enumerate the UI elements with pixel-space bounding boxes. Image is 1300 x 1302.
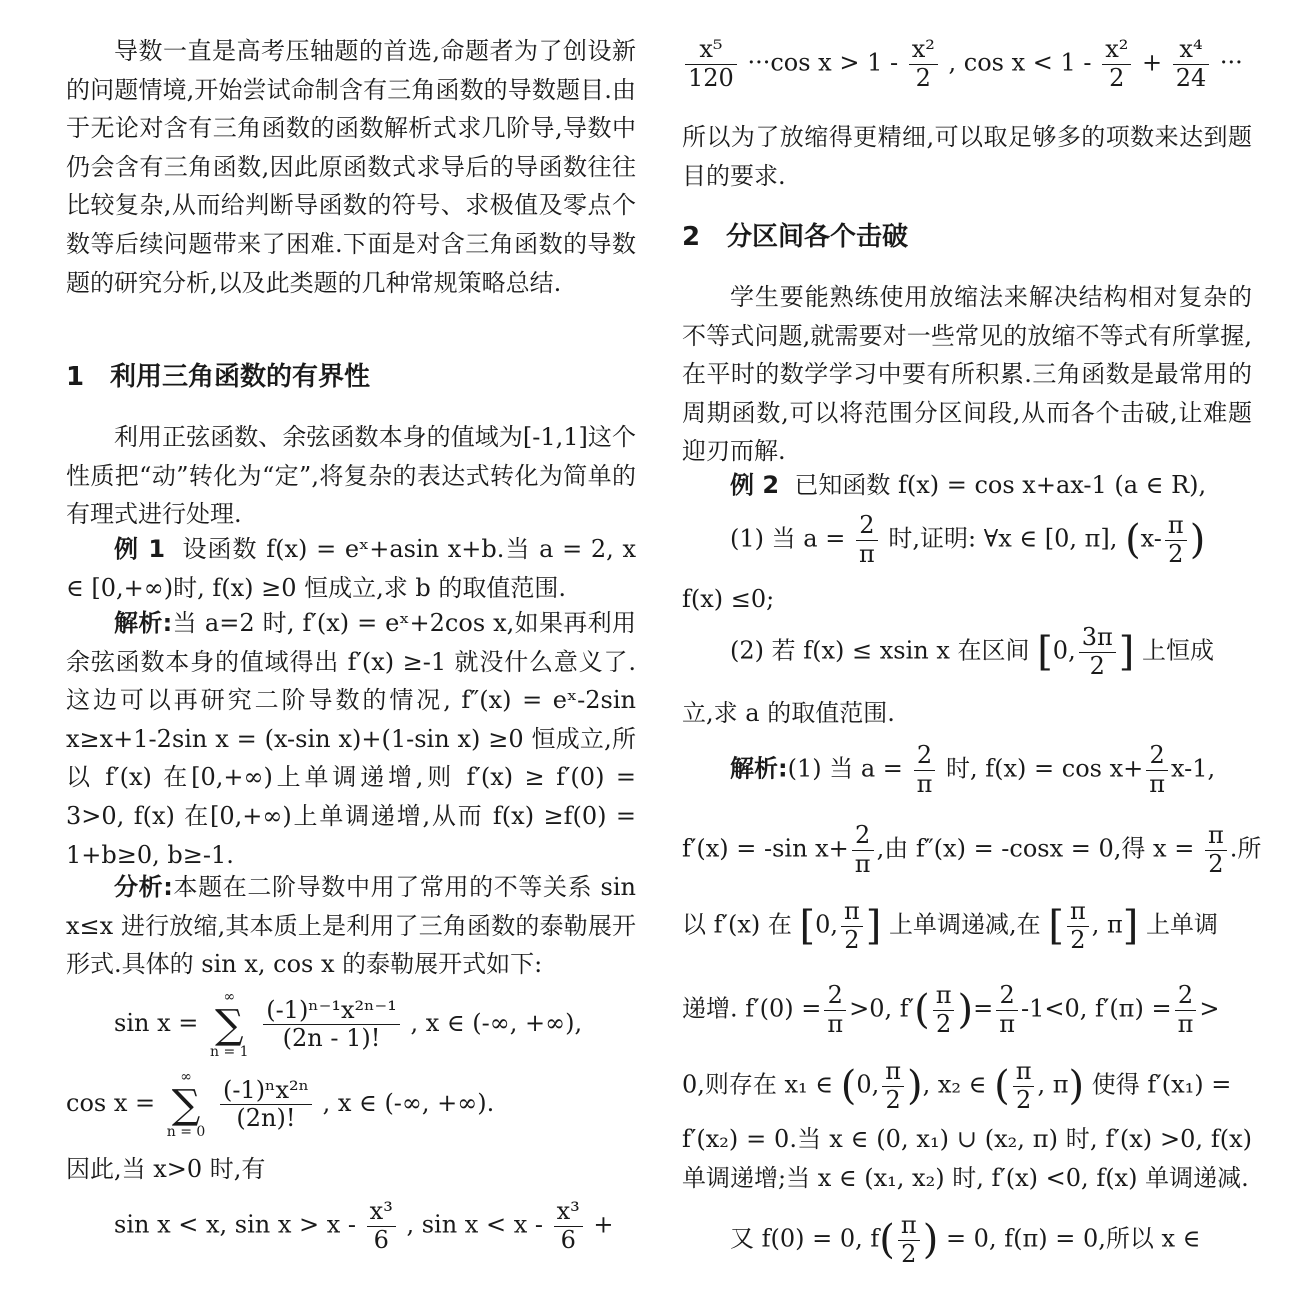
cont-f3-num: x² (1102, 36, 1131, 65)
ineq-f1-num: x³ (367, 1198, 396, 1227)
right-bracket-icon: ] (1118, 629, 1135, 676)
sol2-l4-mid1: >0, f′ (849, 994, 915, 1023)
section-2-title: 分区间各个击破 (726, 222, 909, 252)
sol2-l3-int2-num: π (1067, 898, 1089, 927)
sol2-l3-int1-num: π (841, 898, 863, 927)
cos-series-equation (66, 1070, 494, 1139)
solution-2-line-3 (682, 898, 1218, 954)
section-2-body: 学生要能熟练使用放缩法来解决结构相对复杂的不等式问题,就需要对一些常见的放缩不等式有所掌握,在平时的数学学习中要有所积累.三角函数是最常用的周期函数,可以将范围分区间段,从而各个击破,让难题迎刃而解. (682, 283, 1252, 466)
example-2 (682, 466, 1252, 505)
cont-f1-num: x⁵ (685, 36, 737, 65)
sol2-l4-f3-den: π (999, 1009, 1015, 1038)
q2-fraction (1079, 624, 1116, 680)
sol2-l4-post: > (1199, 994, 1220, 1023)
sol2-l4-fraction-4 (1175, 982, 1197, 1038)
ineq-fraction-1 (367, 1198, 396, 1254)
cont-f4-num: x⁴ (1173, 36, 1210, 65)
sol2-l3-int1-fraction (841, 898, 863, 954)
after-series-paragraph: 所以为了放缩得更精细,可以取足够多的项数来达到题目的要求. (682, 123, 1252, 190)
intro-paragraph: 导数一直是高考压轴题的首选,命题者为了创设新的问题情境,开始尝试命制含有三角函数的导数题目.由于无论对含有三角函数的函数解析式求几阶导,导数中仍会含有三角函数,因此原函数式求导后的导函数往往比较复杂,从而给判断导函数的符号、求极值及零点个数等后续问题带来了困难.下面是对含三角函数的导数题的研究分析,以及此类题的几种常规策略总结. (66, 37, 636, 297)
q1-paren-den: 2 (1168, 539, 1184, 568)
sin-series-denominator: (2n - 1)! (282, 1024, 381, 1053)
inequality-line (114, 1198, 614, 1254)
cos-series-numerator: (-1)ⁿx²ⁿ (220, 1077, 312, 1106)
cos-series-denominator: (2n)! (236, 1104, 296, 1133)
left-bracket-icon: [ (1037, 629, 1053, 676)
right-paren-icon: ) (957, 987, 974, 1034)
sin-series-numerator: (-1)ⁿ⁻¹x²ⁿ⁻¹ (263, 997, 400, 1026)
therefore-line: 因此,当 x>0 时,有 (66, 1155, 266, 1183)
left-paren-icon: ( (994, 1063, 1010, 1110)
sol2-l3-post: 上单调 (1146, 910, 1218, 939)
sol2-l1-mid: 时, f(x) = cos x+ (945, 754, 1144, 783)
sin-series-equation (114, 990, 582, 1059)
q2-post: 上恒成 (1142, 636, 1214, 665)
sin-series-lhs: sin x = (114, 1009, 199, 1038)
sol2-l7-fraction (898, 1212, 920, 1268)
sol2-l5-i1-fraction (882, 1058, 904, 1114)
cont-part-2: , cos x < 1 - (948, 48, 1092, 77)
example-1-text: 设函数 f(x) = eˣ+asin x+b.当 a = 2, x ∈ [0,+∞)时, f(x) ≥0 恒成立,求 b 的取值范围. (66, 535, 637, 602)
q2-pre: (2) 若 f(x) ≤ xsin x 在区间 (730, 636, 1030, 665)
cont-part-4: ··· (1219, 48, 1243, 77)
ineq-f1-den: 6 (373, 1225, 389, 1254)
sigma-symbol-icon: ∑ (215, 1001, 244, 1048)
sol2-l2-fraction-1 (852, 822, 874, 878)
sol2-l5-i2-right: , π (1037, 1070, 1069, 1099)
ineq-f2-num: x³ (554, 1198, 583, 1227)
section-2-number: 2 (682, 222, 701, 252)
q1-tail: f(x) ≤0; (682, 585, 775, 613)
sol2-l2-f1-num: 2 (852, 822, 874, 851)
sol2-l7-pre: 又 f(0) = 0, f (730, 1224, 880, 1253)
q1-frac-num: 2 (856, 512, 878, 541)
sol2-l4-fraction-2 (933, 982, 955, 1038)
sol2-l1-f1-num: 2 (914, 742, 936, 771)
analysis-label: 分析: (114, 873, 173, 901)
cos-series-domain: , x ∈ (-∞, +∞). (322, 1089, 495, 1118)
sol2-l5-i1-den: 2 (885, 1085, 901, 1114)
solution-2-line-4 (682, 982, 1219, 1038)
sol2-l2-fraction-2 (1205, 822, 1227, 878)
q1-paren-num: π (1165, 512, 1187, 541)
right-paren-icon: ) (907, 1063, 923, 1110)
cos-series-lhs: cos x = (66, 1089, 156, 1118)
analysis (66, 868, 636, 984)
ineq-part-3: + (593, 1210, 614, 1239)
right-paren-icon: ) (1189, 517, 1206, 564)
solution-2-line-6: f′(x₂) = 0.当 x ∈ (0, x₁) ∪ (x₂, π) 时, f′(x) >0, f(x) 单调递增;当 x ∈ (x₁, x₂) 时, f′(x) <0, f(x) 单调递减. (682, 1125, 1252, 1192)
left-bracket-icon: [ (799, 903, 816, 950)
sol2-l2-f1-den: π (854, 849, 871, 878)
solution-2-line-5 (682, 1058, 1231, 1114)
q2-interval-left: 0, (1052, 636, 1076, 665)
sol2-l5-i1-num: π (882, 1058, 904, 1087)
example-2-question-2 (730, 624, 1214, 680)
sol2-l1-f1-den: π (916, 769, 933, 798)
sol2-l7-post: = 0, f(π) = 0,所以 x ∈ (945, 1224, 1201, 1253)
cont-f1-den: 120 (688, 63, 734, 92)
right-bracket-icon: ] (865, 903, 882, 950)
left-paren-icon: ( (879, 1217, 895, 1264)
section-1-body: 利用正弦函数、余弦函数本身的值域为[-1,1]这个性质把“动”转化为“定”,将复杂的表达式转化为简单的有理式进行处理. (66, 423, 636, 529)
left-bracket-icon: [ (1048, 903, 1064, 950)
sol2-l5-mid: , x₂ ∈ (922, 1070, 987, 1099)
sol2-l4-mid3: -1<0, f′(π) = (1020, 994, 1172, 1023)
sol2-l4-f2-den: 2 (935, 1009, 952, 1038)
section-1-title: 利用三角函数的有界性 (110, 362, 371, 392)
cos-sigma-bottom: n = 0 (166, 1123, 206, 1140)
sol2-l4-fraction-1 (824, 982, 846, 1038)
solution-1-text: 当 a=2 时, f′(x) = eˣ+2cos x,如果再利用余弦函数本身的值域得出 f′(x) ≥-1 就没什么意义了.这边可以再研究二阶导数的情况, f″(x) = eˣ-2sin x≥x+1-2sin x = (x-sin x)+(1-sin x) ≥0 恒成立,所以 f′(x) 在[0,+∞)上单调递增,则 f′(x) ≥ f′(0) = 3>0, f(x) 在[0,+∞)上单调递增,从而 f(x) ≥f(0) = 1+b≥0, b≥-1. (66, 609, 636, 869)
sin-series-fraction (263, 997, 400, 1053)
q1-pre: (1) 当 a = (730, 524, 846, 553)
sol2-l3-int2-fraction (1067, 898, 1089, 954)
sol2-l4-f2-num: π (933, 982, 955, 1011)
sol2-l7-f-den: 2 (901, 1239, 917, 1268)
sol2-l5-i2-den: 2 (1015, 1085, 1032, 1114)
cont-fraction-3 (1102, 36, 1131, 92)
solution-1-label: 解析: (114, 609, 173, 637)
q1-mid: 时,证明: ∀x ∈ [0, π], (888, 524, 1118, 553)
q1-fraction (856, 512, 878, 568)
sol2-l5-i2-num: π (1013, 1058, 1035, 1087)
sol2-l3-int1-left: 0, (815, 910, 839, 939)
q1-frac-den: π (858, 539, 875, 568)
sin-sigma-bottom: n = 1 (210, 1043, 249, 1060)
cont-f4-den: 24 (1175, 63, 1207, 92)
cont-f2-num: x² (909, 36, 938, 65)
example-2-question-1 (730, 512, 1205, 568)
cont-part-3: + (1141, 48, 1163, 77)
sol2-l2-f2-den: 2 (1208, 849, 1224, 878)
sol2-l1-f2-den: π (1149, 769, 1166, 798)
example-2-text: 已知函数 f(x) = cos x+ax-1 (a ∈ R), (794, 471, 1207, 499)
left-paren-icon: ( (840, 1063, 857, 1110)
right-paren-icon: ) (1068, 1063, 1085, 1110)
ineq-fraction-2 (554, 1198, 583, 1254)
sol2-l1-fraction-1 (914, 742, 936, 798)
q2-tail: 立,求 a 的取值范围. (682, 699, 895, 727)
solution-2-line-2 (682, 822, 1261, 878)
sol2-l4-f1-num: 2 (824, 982, 846, 1011)
cont-fraction-1 (685, 36, 737, 92)
sol2-l3-int2-den: 2 (1070, 925, 1086, 954)
q2-frac-den: 2 (1089, 651, 1105, 680)
sol2-l3-pre: 以 f′(x) 在 (682, 910, 792, 939)
cont-part-1: ···cos x > 1 - (747, 48, 899, 77)
solution-2-line-1 (730, 742, 1215, 798)
sol2-l3-int2-right: , π (1091, 910, 1123, 939)
ineq-part-2: , sin x < x - (406, 1210, 543, 1239)
sol2-l4-fraction-3 (996, 982, 1018, 1038)
example-2-label: 例 2 (730, 471, 780, 499)
sol2-l4-f3-num: 2 (996, 982, 1018, 1011)
sol2-l5-pre: 0,则存在 x₁ ∈ (682, 1070, 834, 1099)
cont-fraction-4 (1173, 36, 1210, 92)
sol2-l2-pre: f′(x) = -sin x+ (682, 834, 849, 863)
cont-f3-den: 2 (1109, 63, 1125, 92)
cont-f2-den: 2 (915, 63, 931, 92)
sol2-l3-mid: 上单调递减,在 (889, 910, 1041, 939)
sol2-l1-f2-num: 2 (1146, 742, 1168, 771)
ineq-f2-den: 6 (560, 1225, 576, 1254)
sol2-l5-i2-fraction (1013, 1058, 1035, 1114)
cont-fraction-2 (909, 36, 938, 92)
q2-frac-num: 3π (1079, 624, 1116, 653)
sol2-l4-f4-num: 2 (1175, 982, 1197, 1011)
solution-1 (66, 604, 636, 874)
sol2-l3-int1-den: 2 (844, 925, 860, 954)
sol2-l2-post: .所 (1229, 834, 1262, 863)
solution-2-label: 解析: (730, 754, 788, 783)
sin-series-domain: , x ∈ (-∞, +∞), (410, 1009, 583, 1038)
cos-series-fraction (220, 1077, 312, 1133)
left-paren-icon: ( (914, 987, 930, 1034)
sol2-l2-f2-num: π (1205, 822, 1227, 851)
ineq-part-1: sin x < x, sin x > x - (114, 1210, 357, 1239)
solution-2-line-7 (730, 1212, 1200, 1268)
sol2-l2-mid: ,由 f″(x) = -cosx = 0,得 x = (876, 834, 1195, 863)
sigma-symbol-icon: ∑ (171, 1081, 201, 1128)
sol2-l5-i1-left: 0, (856, 1070, 880, 1099)
sol2-l5-post: 使得 f′(x₁) = (1091, 1070, 1232, 1099)
sin-sigma-top: ∞ (223, 989, 236, 1005)
cos-sigma-top: ∞ (180, 1069, 192, 1085)
cos-series-sigma (167, 1070, 206, 1139)
sin-series-sigma (210, 990, 249, 1059)
left-paren-icon: ( (1125, 517, 1141, 564)
right-paren-icon: ) (922, 1217, 939, 1264)
q1-paren-fraction (1165, 512, 1187, 568)
section-2-heading (682, 216, 908, 253)
right-bracket-icon: ] (1122, 903, 1139, 950)
sol2-l7-f-num: π (898, 1212, 920, 1241)
sol2-l1-post: x-1, (1171, 754, 1216, 783)
sol2-l4-mid2: = (973, 994, 994, 1023)
sol2-l1-pre: (1) 当 a = (787, 754, 903, 783)
q1-paren-inner: x- (1140, 524, 1162, 553)
example-1-label: 例 1 (114, 535, 166, 563)
sol2-l4-pre: 递增. f′(0) = (682, 994, 822, 1023)
sol2-l4-f4-den: π (1177, 1009, 1194, 1038)
analysis-text: 本题在二阶导数中用了常用的不等关系 sin x≤x 进行放缩,其本质上是利用了三角函数的泰勒展开形式.具体的 sin x, cos x 的泰勒展开式如下: (66, 873, 636, 979)
series-continuation-line (682, 36, 1243, 92)
sol2-l1-fraction-2 (1146, 742, 1168, 798)
example-1 (66, 530, 636, 607)
section-1-number: 1 (66, 362, 85, 392)
section-1-heading (66, 356, 370, 393)
sol2-l4-f1-den: π (827, 1009, 844, 1038)
